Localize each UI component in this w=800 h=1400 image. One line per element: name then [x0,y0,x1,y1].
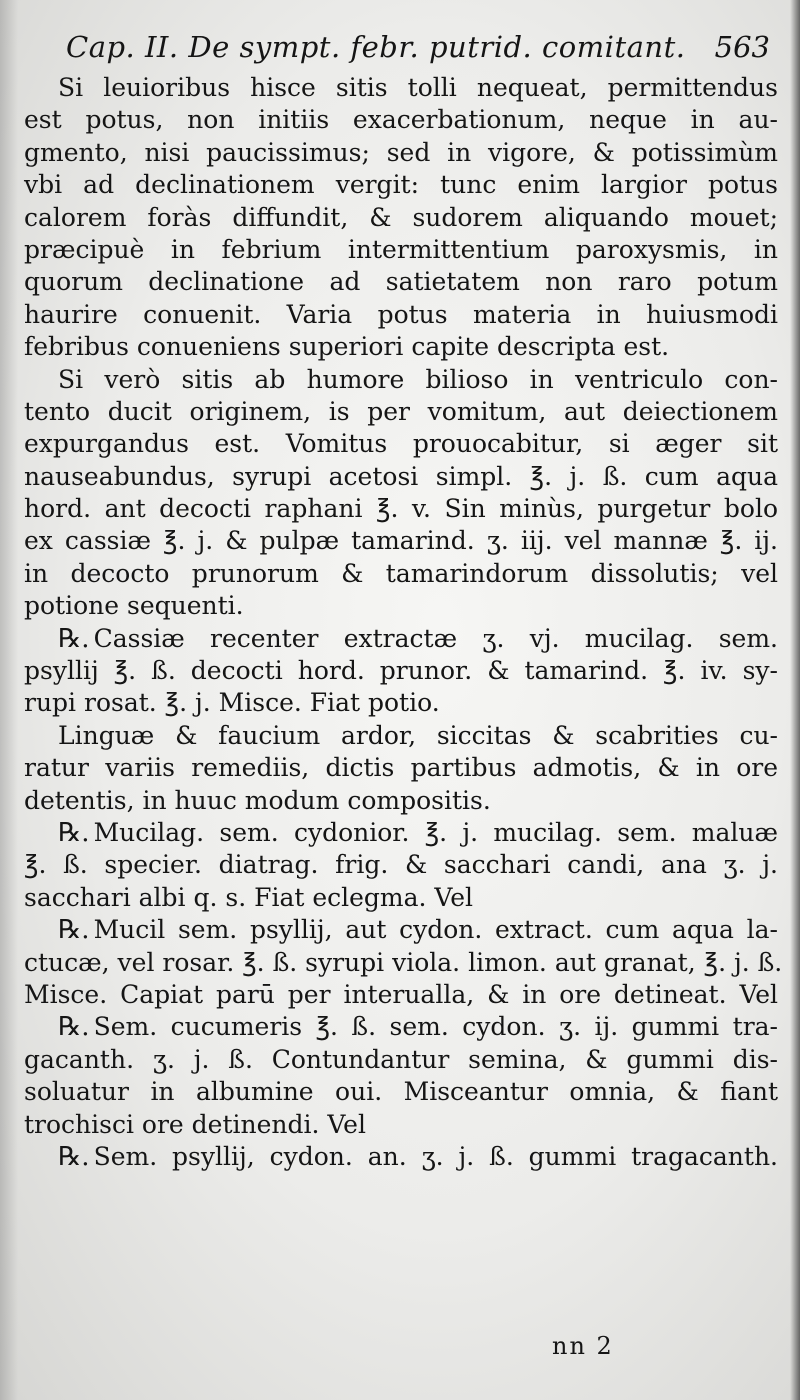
text-line [24,785,778,817]
text-line [24,882,778,914]
text-line-content: soluatur in albumine oui. Misceantur omnia, & fiant [24,1077,778,1107]
text-line [24,849,778,881]
text-line [24,1141,778,1173]
recipe-symbol: ℞. [58,1012,90,1043]
text-line [24,558,778,590]
recipe-symbol: ℞. [58,817,90,848]
recipe-symbol: ℞. [58,1141,90,1172]
text-line-content: sacchari albi q. s. Fiat eclegma. Vel [24,882,473,912]
text-line [24,364,778,396]
text-line-content: calorem foràs diffundit, & sudorem aliquando mouet; [24,202,778,232]
text-line [24,947,783,979]
text-line-content: gacanth. ʒ. j. ß. Contundantur semina, & gummi dis- [24,1044,778,1074]
text-line-content: potione sequenti. [24,591,244,621]
recipe-symbol: ℞. [58,915,90,946]
text-line [24,687,778,719]
text-line-content: trochisci ore detinendi. Vel [24,1109,366,1139]
text-line-content: rupi rosat. ℥. j. Misce. Fiat potio. [24,688,440,718]
text-line-content: est potus, non initiis exacerbationum, neque in au- [24,105,778,135]
text-line-content: Linguæ & faucium ardor, siccitas & scabrities cu- [58,720,778,750]
text-line-content: psyllij ℥. ß. decocti hord. prunor. & tamarind. ℥. iv. sy- [24,656,778,686]
text-line-content: haurire conuenit. Varia potus materia in huiusmodi [24,299,778,329]
text-line [24,979,778,1011]
text-line [24,104,778,136]
text-line [24,331,778,363]
text-line [24,72,778,104]
text-line-content: nauseabundus, syrupi acetosi simpl. ℥. j. ß. cum aqua [24,461,778,491]
text-line [24,623,778,655]
text-line-content: præcipuè in febrium intermittentium paroxysmis, in [24,234,778,264]
text-line [24,1109,778,1141]
text-line-content: Sem. cucumeris ℥. ß. sem. cydon. ʒ. ij. gummi tra- [93,1012,778,1042]
text-line [24,1044,778,1076]
text-line [24,266,778,298]
text-line-content: quorum declinatione ad satietatem non raro potum [24,267,778,297]
text-line-content: vbi ad declinationem vergit: tunc enim largior potus [24,170,778,200]
text-line [24,299,778,331]
text-line-content: Misce. Capiat parū per interualla, & in ore detineat. Vel [24,979,778,1009]
text-line [24,428,778,460]
text-line [24,169,778,201]
text-line-content: Si verò sitis ab humore bilioso in ventriculo con- [58,364,778,394]
chapter-heading: Cap. II. De sympt. febr. putrid. comitant. [66,30,686,64]
recipe-symbol: ℞. [58,623,90,654]
text-line-content: ctucæ, vel rosar. ℥. ß. syrupi viola. limon. aut granat, ℥. j. ß. [24,947,783,977]
text-line [24,137,778,169]
text-line [24,817,778,849]
text-line [24,396,778,428]
page-number: 563 [714,30,770,64]
text-line [24,752,778,784]
text-line-content: ratur variis remediis, dictis partibus admotis, & in ore [24,753,778,783]
text-line-content: expurgandus est. Vomitus prouocabitur, si æger sit [24,429,778,459]
text-line-content: Mucilag. sem. cydonior. ℥. j. mucilag. sem. maluæ [93,817,778,847]
text-line [24,234,778,266]
running-head [60,30,770,70]
text-line-content: Si leuioribus hisce sitis tolli nequeat, permittendus [58,73,778,102]
text-line-content: in decocto prunorum & tamarindorum dissolutis; vel [24,558,778,588]
text-line [24,655,778,687]
text-line-content: Mucil sem. psyllij, aut cydon. extract. cum aqua la- [93,915,778,945]
text-line-content: ex cassiæ ℥. j. & pulpæ tamarind. ʒ. iij. vel mannæ ℥. ij. [24,526,778,556]
text-line-content: hord. ant decocti raphani ℥. v. Sin minùs, purgetur bolo [24,494,778,524]
text-line [24,1011,778,1043]
body-text [24,72,783,1173]
text-line-content: Sem. psyllij, cydon. an. ʒ. j. ß. gummi tragacanth. [93,1141,778,1171]
text-line [24,914,778,946]
signature-mark: nn 2 [552,1332,614,1360]
text-line-content: ℥. ß. specier. diatrag. frig. & sacchari candi, ana ʒ. j. [24,850,778,880]
text-line [24,720,778,752]
text-line-content: tento ducit originem, is per vomitum, aut deiectionem [24,396,778,426]
text-line [24,525,778,557]
text-line-content: febribus conueniens superiori capite descripta est. [24,332,670,362]
text-line-content: Cassiæ recenter extractæ ʒ. vj. mucilag. sem. [93,623,778,653]
text-line [24,202,778,234]
text-line-content: gmento, nisi paucissimus; sed in vigore, & potissimùm [24,137,778,167]
text-line [24,493,778,525]
text-line [24,590,778,622]
text-line-content: detentis, in huuc modum compositis. [24,785,491,815]
text-line [24,1076,778,1108]
text-line [24,461,778,493]
